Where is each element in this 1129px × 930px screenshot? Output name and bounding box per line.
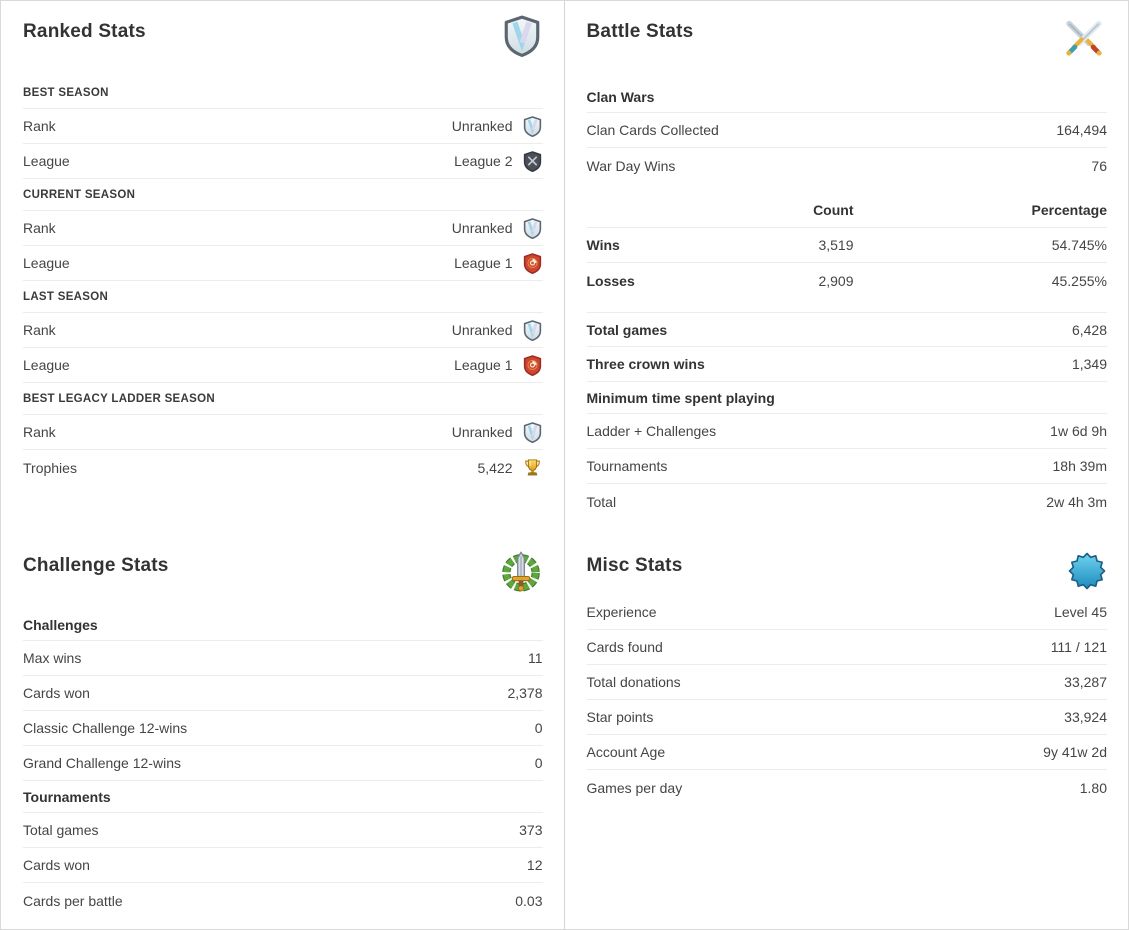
stat-label: Clan Cards Collected [586, 122, 719, 138]
stat-value: 11 [527, 650, 543, 666]
stat-value: 33,287 [1064, 674, 1107, 690]
stat-label: Rank [23, 220, 56, 236]
stat-label: Experience [586, 604, 657, 620]
stat-value: 9y 41w 2d [1043, 744, 1107, 760]
stat-label: Three crown wins [586, 356, 705, 372]
stat-label: Cards found [586, 639, 663, 655]
trophy-icon [522, 457, 543, 478]
table-row [587, 263, 1108, 298]
stat-row [23, 246, 543, 281]
stat-row [587, 414, 1108, 449]
stat-label: Tournaments [586, 458, 668, 474]
stat-label: Classic Challenge 12-wins [23, 720, 188, 736]
stat-value: League 2 [454, 153, 513, 169]
stat-value: 2,378 [507, 685, 543, 701]
stat-value: Unranked [451, 118, 513, 134]
stat-value: 6,428 [1071, 321, 1107, 338]
stat-label: Games per day [586, 779, 683, 796]
stat-label: Cards won [23, 685, 90, 701]
stat-value: 18h 39m [1052, 458, 1107, 474]
star-badge-icon [1067, 549, 1107, 591]
stat-value: 164,494 [1056, 122, 1107, 138]
stat-row [587, 113, 1108, 148]
percentage-column-header: Percentage [1031, 202, 1107, 218]
section-heading-best-season: BEST SEASON [23, 77, 543, 109]
stat-row [587, 630, 1108, 665]
stat-value: League 1 [454, 255, 513, 271]
stat-row [587, 484, 1108, 519]
stat-label: Account Age [586, 744, 666, 760]
stat-row [23, 144, 543, 179]
stat-value: 1w 6d 9h [1050, 423, 1107, 439]
section-heading-tournaments: Tournaments [23, 781, 543, 813]
table-row [587, 228, 1108, 263]
stat-row [23, 211, 543, 246]
stat-value: 2w 4h 3m [1046, 493, 1107, 510]
stat-value: 33,924 [1064, 709, 1107, 725]
stat-row [23, 711, 543, 746]
crossed-swords-icon [1061, 15, 1107, 61]
stat-label: Rank [23, 322, 56, 338]
stat-label: League [23, 357, 70, 373]
stat-label: Total donations [586, 674, 681, 690]
stat-percentage: 54.745% [1051, 237, 1107, 253]
stat-value: Unranked [451, 424, 513, 440]
stat-value: 76 [1091, 157, 1107, 174]
stat-row [587, 665, 1108, 700]
stat-label: League [23, 153, 70, 169]
section-heading-minimum-time: Minimum time spent playing [587, 382, 1108, 414]
stat-row [23, 313, 543, 348]
stat-row [23, 676, 543, 711]
stat-row [23, 813, 543, 848]
laurel-sword-icon [499, 549, 543, 593]
unranked-shield-icon [501, 15, 543, 57]
stat-row [587, 347, 1108, 382]
stat-label: Trophies [23, 459, 77, 476]
stat-row [23, 415, 543, 450]
battle-stats-header [587, 1, 1108, 81]
stat-value: 5,422 [477, 459, 513, 476]
stat-value: Unranked [451, 220, 513, 236]
stat-row [587, 312, 1108, 347]
left-column [1, 1, 565, 929]
stat-label: Rank [23, 118, 56, 134]
stat-row [23, 348, 543, 383]
section-heading-current-season: CURRENT SEASON [23, 179, 543, 211]
stat-label: War Day Wins [586, 157, 676, 174]
stat-label: Cards per battle [23, 892, 123, 909]
unranked-shield-icon [522, 320, 543, 341]
league-1-badge-icon [522, 253, 543, 274]
stat-count: 3,519 [818, 237, 854, 253]
ranked-stats-card [1, 1, 564, 529]
stat-row [587, 595, 1108, 630]
stat-row [23, 883, 543, 911]
misc-stats-header [587, 529, 1108, 595]
ranked-stats-title: Ranked Stats [23, 21, 146, 42]
stat-label: League [23, 255, 70, 271]
stat-row [23, 746, 543, 781]
stat-value: 12 [526, 857, 543, 873]
stat-label: Total games [586, 321, 668, 338]
stat-row [23, 450, 543, 485]
stat-label: Ladder + Challenges [586, 423, 717, 439]
stat-value: Level 45 [1054, 604, 1107, 620]
stat-count: 2,909 [818, 272, 854, 289]
stat-row [23, 641, 543, 676]
stat-label: Max wins [23, 650, 82, 666]
stat-label: Losses [586, 272, 635, 289]
stat-percentage: 45.255% [1051, 272, 1107, 289]
stat-value: 111 / 121 [1050, 639, 1107, 655]
section-heading-best-legacy-ladder-season: BEST LEGACY LADDER SEASON [23, 383, 543, 415]
challenge-stats-header [23, 529, 543, 609]
stat-value: 373 [519, 822, 543, 838]
stat-label: Total games [23, 822, 99, 838]
battle-stats-card [565, 1, 1129, 529]
misc-stats-card [565, 529, 1129, 911]
league-1-badge-icon [522, 355, 543, 376]
stat-value: 1,349 [1071, 356, 1107, 372]
stat-row [587, 770, 1108, 805]
stat-row [587, 148, 1108, 183]
stat-value: 0 [534, 755, 543, 771]
stat-label: Total [586, 493, 617, 510]
stat-row [587, 700, 1108, 735]
stat-label: Wins [586, 237, 620, 253]
stat-label: Star points [586, 709, 654, 725]
win-loss-table-header [587, 193, 1108, 228]
stat-label: Grand Challenge 12-wins [23, 755, 181, 771]
challenge-stats-title: Challenge Stats [23, 555, 169, 576]
league-2-badge-icon [522, 151, 543, 172]
stat-value: 1.80 [1079, 779, 1107, 796]
stat-row [587, 449, 1108, 484]
count-column-header: Count [813, 202, 854, 218]
stat-label: Rank [23, 424, 56, 440]
stat-label: Cards won [23, 857, 90, 873]
stat-row [23, 848, 543, 883]
right-column [565, 1, 1129, 929]
unranked-shield-icon [522, 422, 543, 443]
misc-stats-title: Misc Stats [586, 555, 683, 576]
stat-value: 0.03 [515, 892, 543, 909]
stat-row [23, 109, 543, 144]
unranked-shield-icon [522, 116, 543, 137]
stat-value: Unranked [451, 322, 513, 338]
challenge-stats-card [1, 529, 564, 911]
section-heading-last-season: LAST SEASON [23, 281, 543, 313]
stat-row [587, 735, 1108, 770]
unranked-shield-icon [522, 218, 543, 239]
stat-value: League 1 [454, 357, 513, 373]
stat-value: 0 [534, 720, 543, 736]
battle-stats-title: Battle Stats [586, 21, 694, 42]
section-heading-challenges: Challenges [23, 609, 543, 641]
section-heading-clan-wars: Clan Wars [587, 81, 1108, 113]
ranked-stats-header [23, 1, 543, 77]
